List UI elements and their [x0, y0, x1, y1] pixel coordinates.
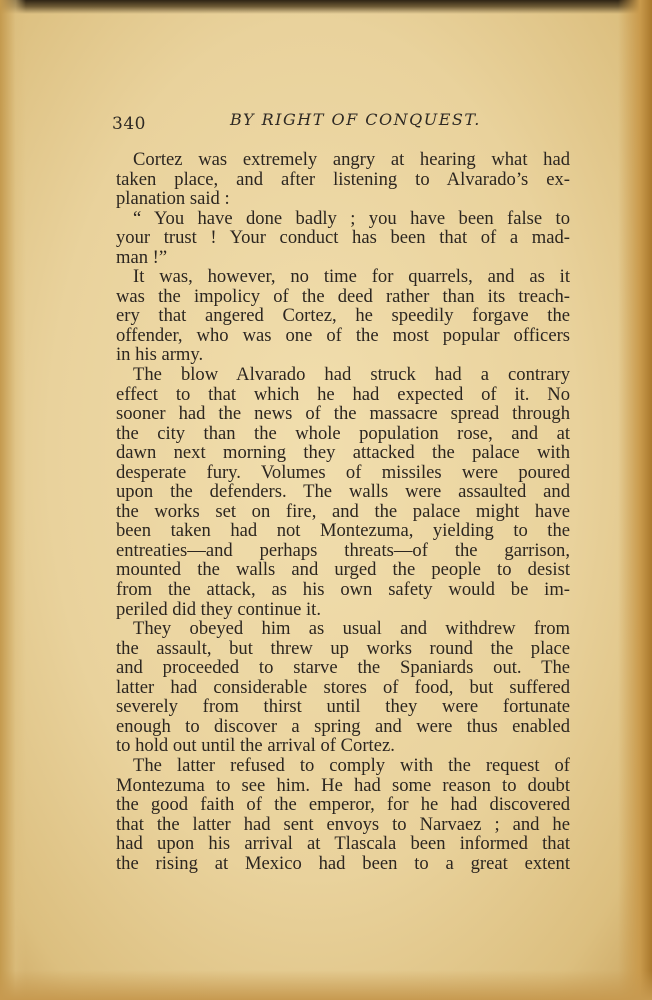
text-line: the city than the whole population rose, and at	[116, 422, 570, 444]
text-line: had upon his arrival at Tlascala been informed that	[116, 833, 570, 855]
text-line: periled did they continue it.	[116, 598, 321, 620]
text-line: The latter refused to comply with the request of	[133, 754, 570, 776]
text-line: Cortez was extremely angry at hearing what had	[133, 149, 570, 170]
text-line: been taken had not Montezuma, yielding to the	[116, 520, 570, 542]
text-line: mounted the walls and urged the people to desist	[116, 559, 570, 581]
running-head: BY RIGHT OF CONQUEST.	[230, 110, 481, 129]
text-line: in his army.	[116, 344, 204, 366]
text-line: It was, however, no time for quarrels, and as it	[133, 266, 570, 288]
text-line: the works set on fire, and the palace might have	[116, 500, 570, 522]
text-line: the rising at Mexico had been to a great extent	[116, 852, 570, 874]
text-line: from the attack, as his own safety would be im-	[116, 579, 570, 601]
text-line: was the impolicy of the deed rather than its treach-	[116, 285, 570, 307]
page-right-edge	[618, 0, 652, 1000]
text-line: dawn next morning they attacked the palace with	[116, 442, 570, 464]
text-line: upon the defenders. The walls were assaulted and	[116, 481, 570, 503]
text-line: They obeyed him as usual and withdrew from	[133, 618, 570, 640]
page-number: 340	[112, 114, 146, 134]
text-line: The blow Alvarado had struck had a contrary	[133, 364, 570, 386]
text-line: the good faith of the emperor, for he had discovered	[116, 794, 570, 816]
text-line: offender, who was one of the most popular officers	[116, 324, 570, 346]
page-top-shadow	[0, 0, 652, 14]
text-line: that the latter had sent envoys to Narvaez ; and he	[116, 813, 570, 835]
page-bottom-edge	[0, 970, 652, 1000]
text-line: taken place, and after listening to Alvarado’s ex-	[116, 168, 570, 190]
text-line: Montezuma to see him. He had some reason to doubt	[116, 774, 570, 796]
text-line: severely from thirst until they were fortunate	[116, 696, 570, 718]
text-line: to hold out until the arrival of Cortez.	[116, 735, 395, 757]
page-left-edge	[0, 0, 26, 1000]
text-line: desperate fury. Volumes of missiles were poured	[116, 461, 570, 483]
text-line: the assault, but threw up works round the place	[116, 637, 570, 659]
text-line: planation said :	[116, 188, 230, 210]
text-line: latter had considerable stores of food, but suffered	[116, 676, 570, 698]
text-line: sooner had the news of the massacre spread through	[116, 403, 570, 425]
text-line: ery that angered Cortez, he speedily forgave the	[116, 305, 570, 327]
text-line: “ You have done badly ; you have been false to	[133, 207, 570, 229]
body-text	[116, 150, 570, 873]
text-line: enough to discover a spring and were thus enabled	[116, 715, 570, 737]
text-line: effect to that which he had expected of it. No	[116, 383, 570, 405]
text-line: your trust ! Your conduct has been that of a mad-	[116, 227, 570, 249]
text-line: entreaties—and perhaps threats—of the garrison,	[116, 539, 570, 561]
text-line: and proceeded to starve the Spaniards out. The	[116, 657, 570, 679]
text-line: man !”	[116, 246, 168, 268]
page-header	[112, 108, 582, 136]
